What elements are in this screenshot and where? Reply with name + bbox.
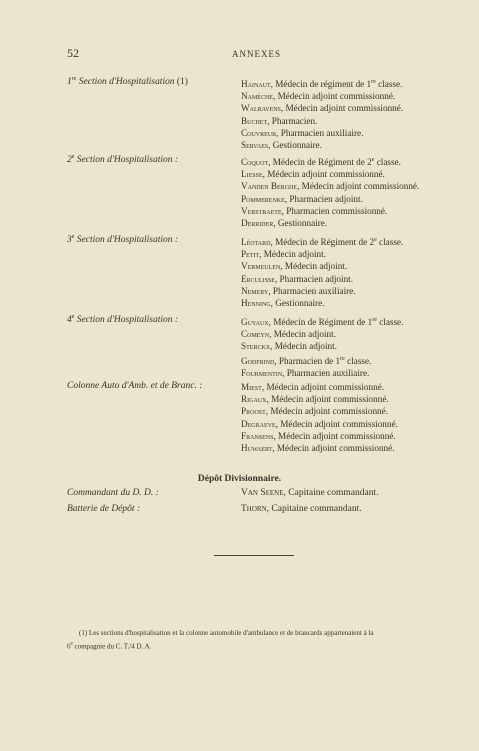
- section-label: 2e Section d'Hospitalisation :: [67, 154, 179, 166]
- staff-entry: Verstraete, Pharmacien commissionné.: [241, 205, 388, 216]
- footnote-line-2: 6e compagnie du C. T./4 D. A.: [67, 642, 152, 651]
- staff-entry: Henning, Gestionnaire.: [241, 298, 325, 309]
- separator-rule: [214, 555, 294, 556]
- staff-entry: Coquot, Médecin de Régiment de 2e classe.: [241, 157, 401, 168]
- staff-entry: Servaes, Gestionnaire.: [241, 140, 323, 151]
- staff-entry: Nemery, Pharmacien auxiliaire.: [241, 285, 356, 296]
- staff-entry: Couvreur, Pharmacien auxiliaire.: [241, 127, 364, 138]
- section-label: 1re Section d'Hospitalisation (1): [67, 76, 188, 88]
- staff-entry: Godfrind, Pharmacien de 1re classe.: [241, 355, 372, 366]
- running-title: ANNEXES: [232, 49, 281, 59]
- staff-entry: Sterckx, Médecin adjoint.: [241, 341, 337, 352]
- staff-list: [241, 234, 403, 309]
- footnote: [67, 628, 447, 652]
- staff-entry: Huwaert, Médecin adjoint commissionné.: [241, 443, 395, 454]
- section-label: 3e Section d'Hospitalisation :: [67, 234, 179, 246]
- staff-list: [241, 76, 403, 151]
- depot-heading: Dépôt Divisionnaire.: [197, 474, 282, 484]
- section-label: Colonne Auto d'Amb. et de Branc. :: [67, 381, 203, 391]
- staff-entry: Buchet, Pharmacien.: [241, 115, 318, 126]
- depot-value: Van Seene, Capitaine commandant.: [241, 488, 379, 498]
- staff-entry: Walravens, Médecin adjoint commissionné.: [241, 103, 404, 114]
- staff-entry: Liesse, Médecin adjoint commissionné.: [241, 169, 385, 180]
- section-label: 4e Section d'Hospitalisation :: [67, 314, 179, 326]
- staff-entry: Fourmentin, Pharmacien auxiliaire.: [241, 367, 370, 378]
- depot-label: Batterie de Dépôt :: [67, 504, 141, 514]
- staff-entry: Comeyn, Médecin adjoint.: [241, 329, 336, 340]
- staff-entry: Vanden Berghe, Médecin adjoint commissionné.: [241, 181, 420, 192]
- staff-entry: Namèche, Médecin adjoint commissionné.: [241, 91, 396, 102]
- staff-entry: Miest, Médecin adjoint commissionné.: [241, 382, 385, 392]
- depot-value: Thorn, Capitaine commandant.: [241, 504, 362, 514]
- page-number: 52: [67, 46, 79, 60]
- staff-entry: Petit, Médecin adjoint.: [241, 249, 326, 260]
- staff-entry: Degraeve, Médecin adjoint commissionné.: [241, 418, 398, 429]
- footnote-line: (1) Les sections d'hospitalisation et la colonne automobile d'ambulance et de brancards appartenaient à la: [79, 629, 374, 637]
- staff-entry: Rigaux, Médecin adjoint commissionné.: [241, 394, 389, 405]
- staff-entry: Léotard, Médecin de Régiment de 2e classe.: [241, 237, 404, 248]
- staff-list: [241, 314, 403, 379]
- staff-entry: Fransens, Médecin adjoint commissionné.: [241, 430, 396, 441]
- staff-entry: Vermeulen, Médecin adjoint.: [241, 261, 348, 272]
- staff-entry: Guyaux, Médecin de Régiment de 1re classe.: [241, 317, 404, 328]
- staff-entry: Pommerenke, Pharmacien adjoint.: [241, 193, 363, 204]
- depot-label: Commandant du D. D. :: [67, 488, 159, 498]
- staff-entry: Erculisse, Pharmacien adjoint.: [241, 273, 354, 284]
- staff-entry: Hainaut, Médecin de régiment de 1re classe.: [241, 79, 403, 90]
- staff-entry: Derrider, Gestionnaire.: [241, 218, 328, 229]
- staff-list: [241, 154, 419, 229]
- staff-list: [241, 381, 398, 454]
- staff-entry: Proost, Médecin adjoint commissionné.: [241, 406, 389, 417]
